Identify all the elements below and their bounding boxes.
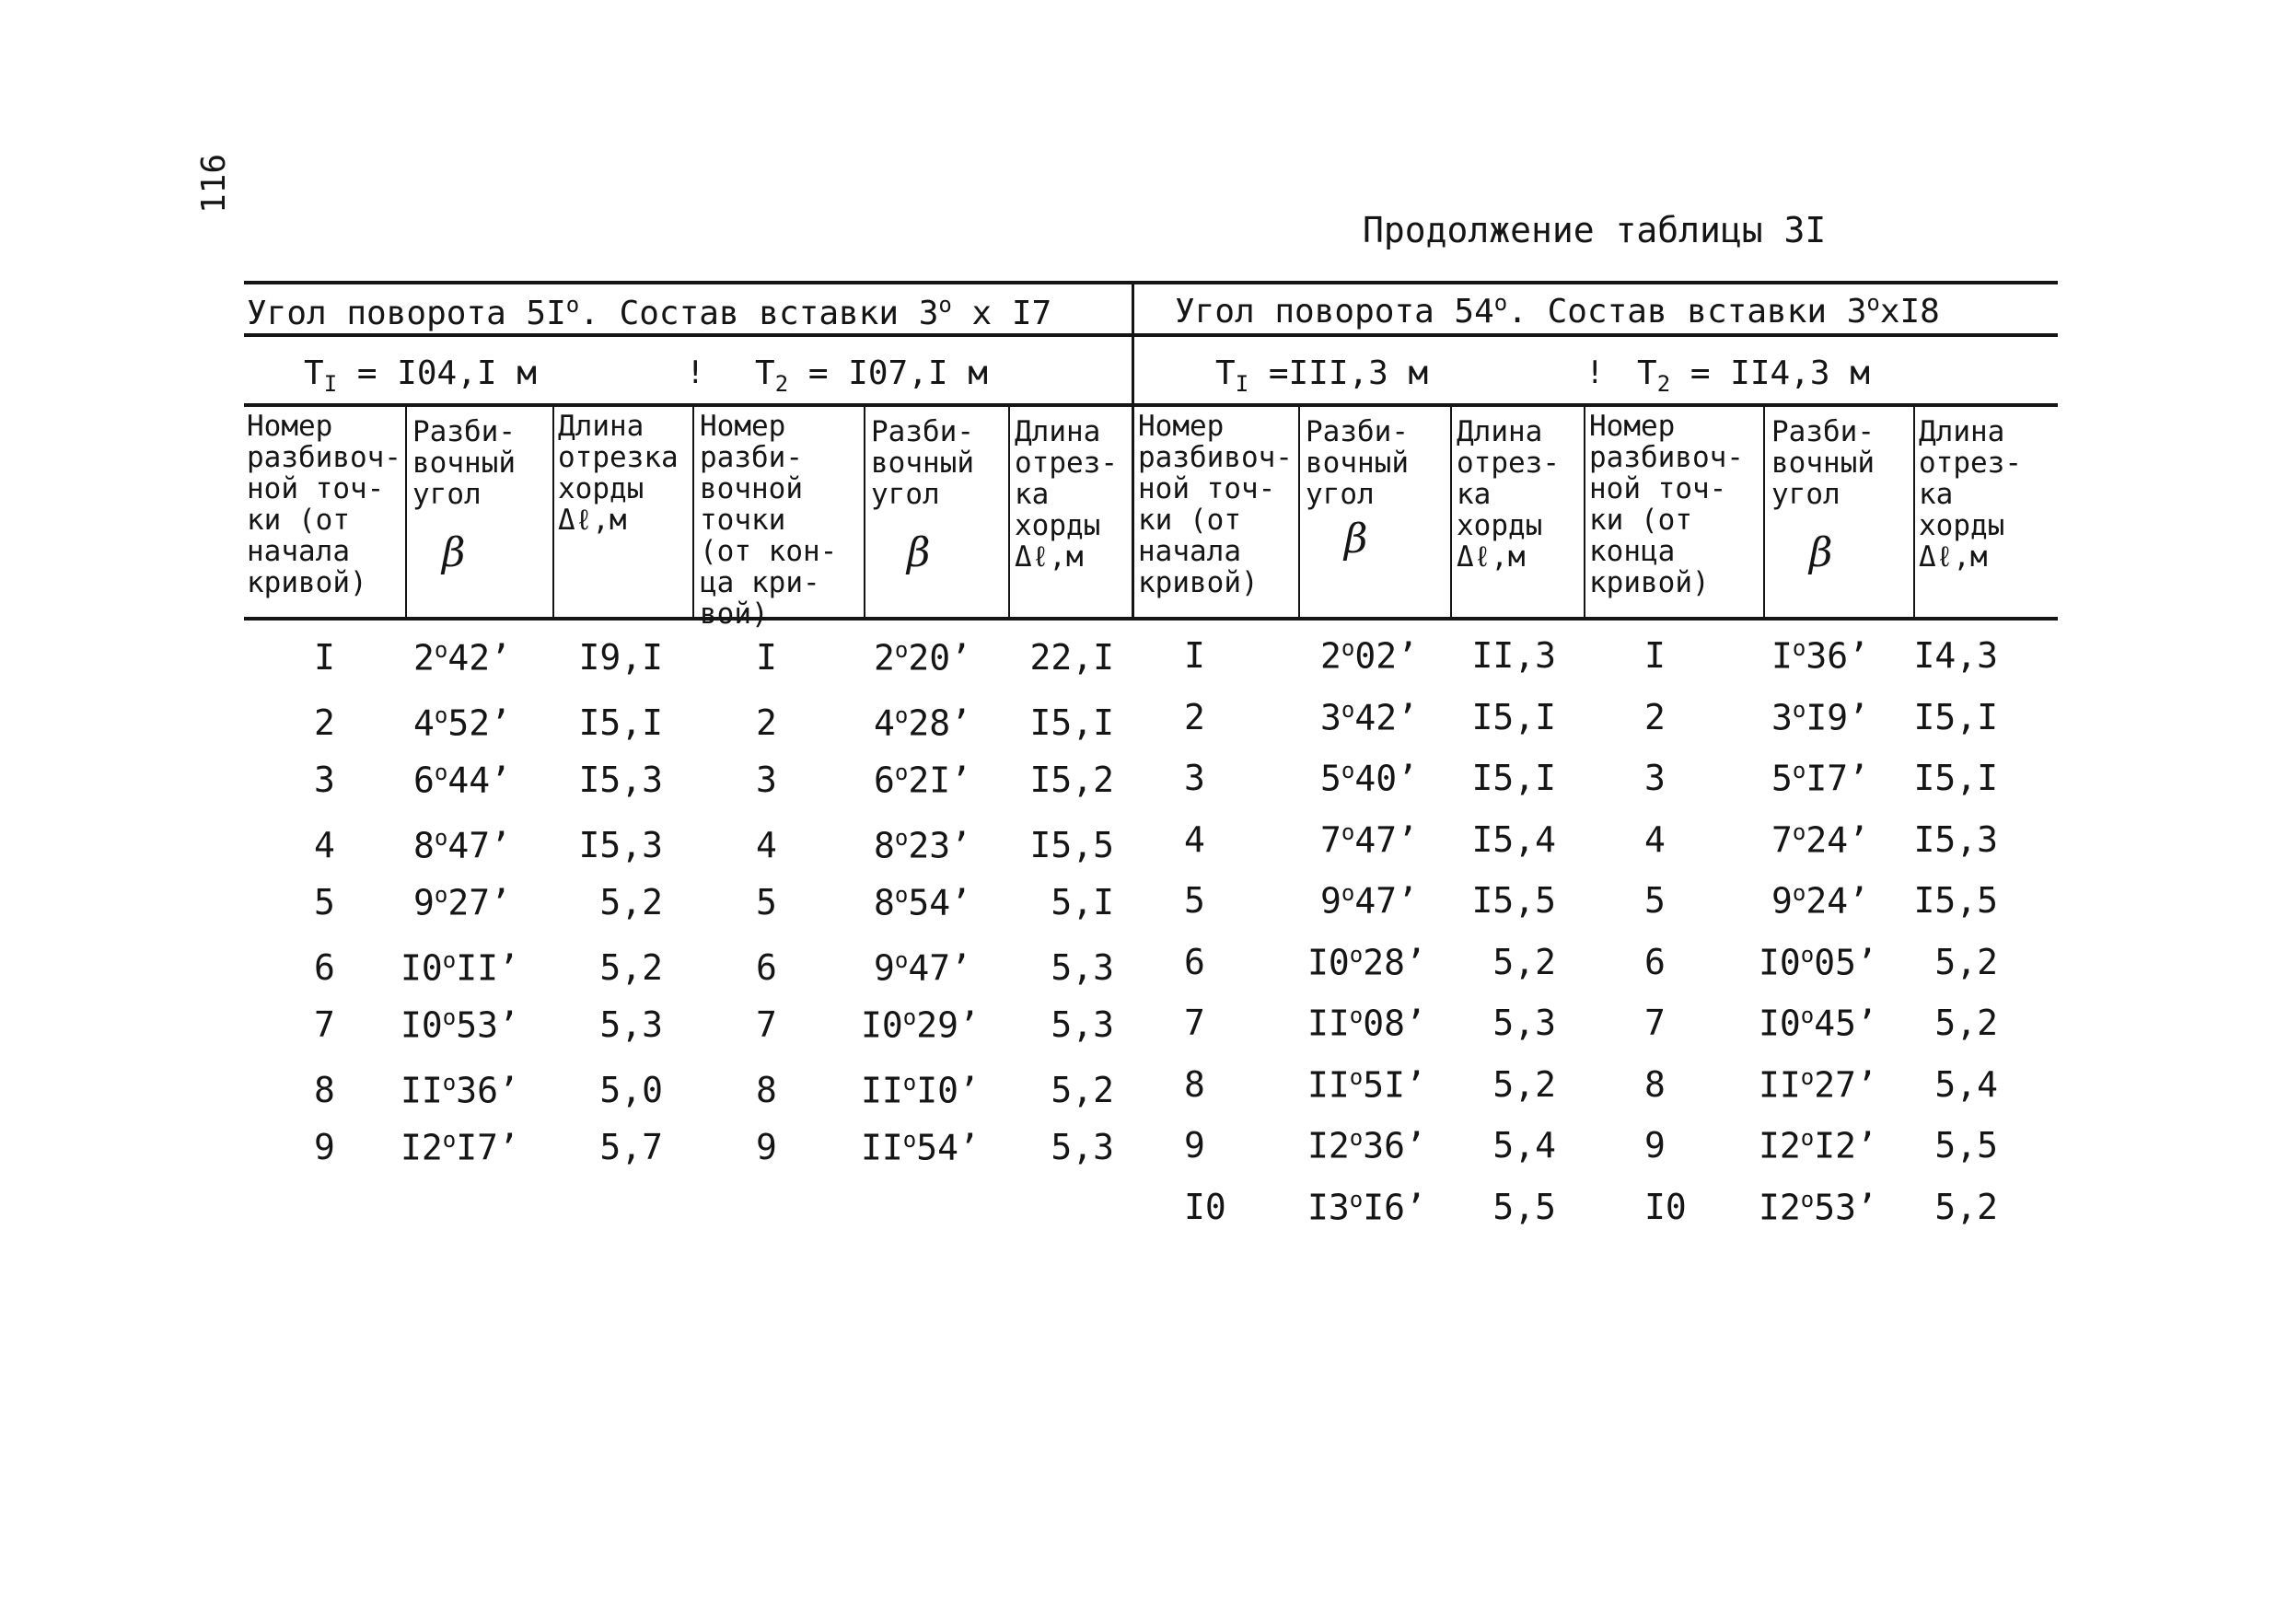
table-cell: $I^o36$’ — [1771, 635, 1869, 677]
table-cell: I2$^o$36’ — [1307, 1125, 1426, 1166]
rule-header-bottom — [244, 617, 2058, 621]
table-cell: I5,3 — [578, 760, 663, 800]
table-cell: 5,2 — [1492, 1063, 1556, 1105]
beta-symbol: β — [907, 529, 931, 576]
table-cell: 5,2 — [1934, 941, 1998, 982]
table-cell: 6$^o$2I’ — [874, 760, 971, 801]
table-cell: 8 — [314, 1069, 335, 1110]
table-cell: 8 — [1644, 1063, 1666, 1105]
table-cell: I5,I — [1471, 758, 1556, 798]
table-cell: 5,7 — [599, 1127, 663, 1167]
table-cell: 6$^o$44’ — [413, 760, 511, 801]
table-cell: I5,5 — [1913, 880, 1998, 921]
table-cell: 5,5 — [1934, 1125, 1998, 1166]
table-cell: I — [756, 637, 777, 678]
table-cell: 4 — [314, 824, 335, 865]
table-cell: 8 — [1184, 1063, 1205, 1105]
table-cell: 4 — [1184, 818, 1205, 860]
table-cell: II,3 — [1471, 635, 1556, 676]
col-header-left-angle-end: Разби- вочный угол — [871, 415, 974, 511]
table-cell: 3 — [1644, 758, 1666, 798]
col-sep — [1008, 407, 1010, 617]
table-cell: I5,5 — [1471, 880, 1556, 921]
col-sep — [1584, 407, 1585, 617]
table-cell: 6 — [1184, 941, 1205, 982]
table-caption: Продолжение таблицы 3I — [1363, 210, 1827, 250]
table-cell: 7$^o$24’ — [1771, 818, 1869, 861]
table-cell: 22,I — [1029, 637, 1114, 678]
rule-t-bottom — [244, 403, 2058, 407]
table-cell: I0$^o$05’ — [1759, 941, 1877, 983]
col-sep — [1132, 407, 1133, 617]
table-cell: I2$^o$I2’ — [1759, 1125, 1877, 1166]
table-cell: 9 — [756, 1127, 777, 1167]
table-cell: 7 — [756, 1004, 777, 1045]
table-cell: 5,0 — [599, 1069, 663, 1110]
left-t-separator: ! — [686, 354, 705, 391]
col-header-right-point-end: Номер разбивоч- ной точ- ки (от конца кривой) — [1589, 410, 1744, 599]
col-sep — [1763, 407, 1765, 617]
table-cell: 2 — [1184, 696, 1205, 737]
table-cell: I5,3 — [578, 824, 663, 865]
right-t1: $T_I =III,3$ м — [1215, 354, 1429, 398]
table-cell: 7$^o$47’ — [1320, 818, 1418, 861]
beta-symbol: β — [1344, 516, 1368, 563]
table-cell: I9,I — [578, 637, 663, 678]
right-block-title: Угол поворота 54$^o$. Состав вставки 3$^o$xI8 — [1175, 290, 1940, 331]
table-cell: I5,I — [1029, 702, 1114, 743]
col-header-left-chord-end: Длина отрез- ка хорды Δℓ,м — [1015, 415, 1118, 574]
left-t1: $T_I = I04,I$ м — [304, 354, 537, 398]
table-cell: 9$^o$47’ — [1320, 880, 1418, 922]
table-cell: 3 — [314, 760, 335, 800]
table-cell: 5$^o$I7’ — [1771, 758, 1869, 799]
table-cell: 2$^o$02’ — [1320, 635, 1418, 677]
col-sep — [864, 407, 865, 617]
table-cell: 8$^o$23’ — [874, 824, 971, 866]
col-header-right-chord-end: Длина отрез- ка хорды Δℓ,м — [1919, 415, 2022, 574]
table-cell: I5,I — [1913, 696, 1998, 737]
page-number: 116 — [195, 153, 233, 214]
table-cell: 9 — [314, 1127, 335, 1167]
col-header-right-chord-start: Длина отрез- ка хорды Δℓ,м — [1457, 415, 1560, 574]
rule-top — [244, 281, 2058, 284]
table-cell: 7 — [1644, 1003, 1666, 1043]
table-cell: 7 — [1184, 1003, 1205, 1043]
col-header-left-point-start: Номер разбивоч- ной точ- ки (от начала кривой) — [247, 410, 401, 599]
col-header-left-chord-start: Длина отрезка хорды Δℓ,м — [558, 410, 679, 537]
table-cell: 5 — [1184, 880, 1205, 921]
table-cell: I0 — [1644, 1186, 1687, 1227]
table-cell: I0$^o$45’ — [1759, 1003, 1877, 1044]
table-cell: 5 — [314, 882, 335, 922]
col-header-right-angle-end: Разби- вочный угол — [1771, 415, 1875, 511]
table-cell: 2$^o$20’ — [874, 637, 971, 679]
table-cell: $II^o36$’ — [401, 1069, 519, 1111]
table-cell: I5,5 — [1029, 824, 1114, 865]
right-t2: $T_2 = II4,3$ м — [1637, 354, 1870, 398]
table-cell: I5,I — [1913, 758, 1998, 798]
table-cell: 3 — [1184, 758, 1205, 798]
table-cell: 4 — [756, 824, 777, 865]
col-header-right-angle-start: Разби- вочный угол — [1306, 415, 1409, 511]
table-cell: 5,2 — [1051, 1069, 1114, 1110]
table-cell: I5,I — [578, 702, 663, 743]
table-cell: 5,3 — [1051, 1004, 1114, 1045]
table-cell: 5,4 — [1934, 1063, 1998, 1105]
table-cell: 5,3 — [1492, 1003, 1556, 1043]
table-cell: 5,2 — [1934, 1003, 1998, 1043]
table-cell: 8$^o$47’ — [413, 824, 511, 866]
table-cell: I — [314, 637, 335, 678]
table-cell: 5,3 — [599, 1004, 663, 1045]
table-cell: I0$^o$29’ — [861, 1004, 980, 1046]
table-cell: 5 — [1644, 880, 1666, 921]
left-block-title: Угол поворота $5I^o$. Состав вставки 3$^o$ x I7 — [247, 292, 1052, 332]
table-cell: $II^o27$’ — [1759, 1063, 1877, 1106]
left-t2: $T_2 = I07,I$ м — [755, 354, 988, 398]
table-cell: I2$^o$I7’ — [401, 1127, 519, 1168]
table-cell: $II^o5I$’ — [1307, 1063, 1426, 1106]
table-cell: I0$^o$II’ — [401, 946, 519, 989]
table-cell: 3$^o$42’ — [1320, 696, 1418, 738]
table-cell: 3$^o$I9’ — [1771, 696, 1869, 738]
table-cell: I3$^o$I6’ — [1307, 1186, 1426, 1228]
table-cell: 6 — [756, 946, 777, 988]
table-cell: I4,3 — [1913, 635, 1998, 676]
table-cell: 2 — [1644, 696, 1666, 737]
table-cell: I5,I — [1471, 696, 1556, 737]
col-sep — [1298, 407, 1300, 617]
table-cell: 3 — [756, 760, 777, 800]
table-cell: 5,2 — [1934, 1186, 1998, 1227]
table-cell: 8$^o$54’ — [874, 882, 971, 923]
col-sep — [1913, 407, 1915, 617]
col-sep — [552, 407, 554, 617]
table-cell: 5$^o$40’ — [1320, 758, 1418, 799]
table-cell: 8 — [756, 1069, 777, 1110]
table-cell: 4 — [1644, 818, 1666, 860]
table-cell: 6 — [1644, 941, 1666, 982]
table-cell: 9 — [1184, 1125, 1205, 1166]
col-sep — [692, 407, 694, 617]
table-cell: 5,2 — [599, 882, 663, 922]
table-cell: 9$^o$24’ — [1771, 880, 1869, 922]
table-cell: I5,3 — [1913, 818, 1998, 860]
table-cell: $II^o08$’ — [1307, 1003, 1426, 1044]
table-cell: 2 — [314, 702, 335, 743]
table-cell: $II^oI0$’ — [861, 1069, 980, 1111]
table-cell: 9$^o$47’ — [874, 946, 971, 989]
table-cell: I0$^o$53’ — [401, 1004, 519, 1046]
table-cell: I — [1184, 635, 1205, 676]
rule-title-bottom — [244, 333, 2058, 337]
col-header-left-angle-start: Разби- вочный угол — [412, 415, 516, 511]
table-cell: I5,2 — [1029, 760, 1114, 800]
col-header-left-point-end: Номер разби- вочной точки (от кон- ца кри- вой) — [700, 410, 838, 631]
table-cell: I2$^o$53’ — [1759, 1186, 1877, 1228]
beta-symbol: β — [442, 529, 466, 576]
right-t-separator: ! — [1585, 354, 1605, 391]
col-sep — [1450, 407, 1452, 617]
table-cell: 5 — [756, 882, 777, 922]
table-cell: 9 — [1644, 1125, 1666, 1166]
table-cell: I0 — [1184, 1186, 1226, 1227]
table-cell: 4$^o$28’ — [874, 702, 971, 744]
table-cell: 5,5 — [1492, 1186, 1556, 1227]
table-cell: 2$^o$42’ — [413, 637, 511, 679]
table-cell: I5,4 — [1471, 818, 1556, 860]
table-cell: 5,4 — [1492, 1125, 1556, 1166]
table-cell: $II^o54$’ — [861, 1127, 980, 1168]
table-cell: 7 — [314, 1004, 335, 1045]
table-cell: I — [1644, 635, 1666, 676]
table-cell: 5,3 — [1051, 1127, 1114, 1167]
col-sep — [405, 407, 407, 617]
table-cell: 5,3 — [1051, 946, 1114, 988]
table-cell: 2 — [756, 702, 777, 743]
col-header-right-point-start: Номер разбивоч- ной точ- ки (от начала кривой) — [1138, 410, 1293, 599]
table-cell: I0$^o$28’ — [1307, 941, 1426, 983]
table-cell: 5,2 — [599, 946, 663, 988]
beta-symbol: β — [1809, 529, 1833, 576]
table-cell: 4$^o$52’ — [413, 702, 511, 744]
table-cell: 9$^o$27’ — [413, 882, 511, 923]
table-cell: 5,2 — [1492, 941, 1556, 982]
table-cell: 5,I — [1051, 882, 1114, 922]
table-cell: 6 — [314, 946, 335, 988]
